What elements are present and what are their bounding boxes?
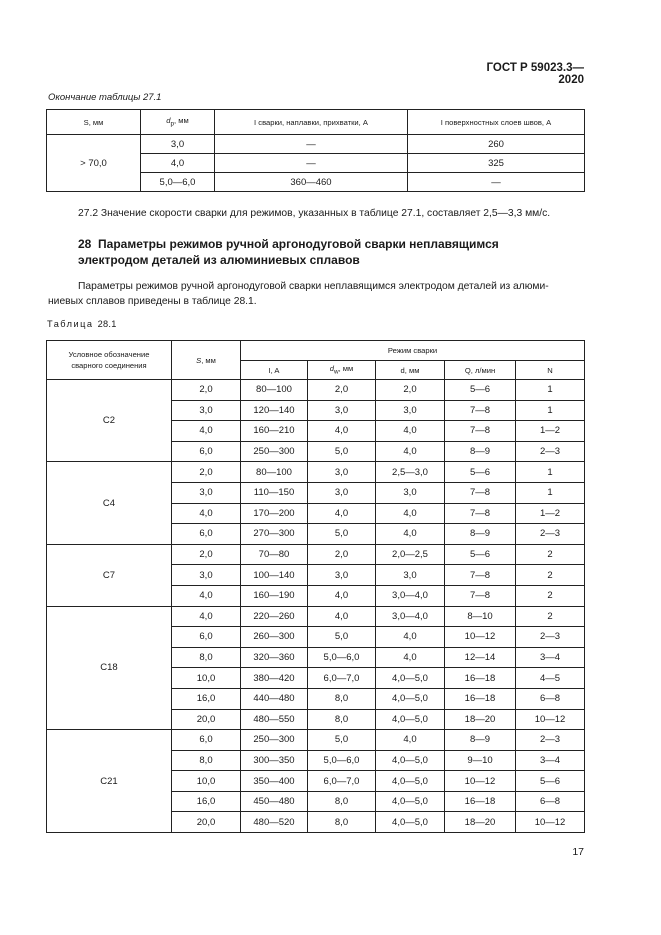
table-cell: 3,0	[376, 482, 445, 503]
intro-paragraph	[48, 279, 584, 309]
table-cell: 3,0	[308, 462, 376, 483]
table-cell: 3—4	[516, 750, 585, 771]
table-28-1-caption	[47, 319, 117, 329]
table-cell: 10,0	[172, 771, 241, 792]
table-cell: 440—480	[241, 688, 308, 709]
table-cell: 5—6	[445, 544, 516, 565]
table-cell: 4,0	[376, 441, 445, 462]
table-cell: 3,0	[172, 482, 241, 503]
table-cell: 4,0	[141, 154, 215, 173]
table-28-1	[46, 340, 585, 833]
table-cell: 5—6	[445, 462, 516, 483]
table-cell: 2	[516, 544, 585, 565]
table-cell: 100—140	[241, 565, 308, 586]
table-cell: 3—4	[516, 647, 585, 668]
table-cell: 4,0	[172, 421, 241, 442]
table-cell: 4,0—5,0	[376, 791, 445, 812]
table-cell: 2,0	[172, 380, 241, 401]
table-cell: 7—8	[445, 503, 516, 524]
table-cell: 8,0	[308, 791, 376, 812]
table-cell: 80—100	[241, 380, 308, 401]
col-header-joint: Условное обозначение сварного соединения	[47, 341, 172, 380]
document-code: ГОСТ Р 59023.3—2020	[486, 62, 584, 86]
table-row	[47, 380, 585, 401]
table-cell: 3,0	[172, 565, 241, 586]
table-cell: 5,0	[308, 627, 376, 648]
table-cell: 7—8	[445, 585, 516, 606]
table-cell: 160—210	[241, 421, 308, 442]
col-header-n: N	[516, 361, 585, 380]
table-cell: 4,0	[172, 606, 241, 627]
table-cell: 4,0	[376, 647, 445, 668]
table-cell: 6—8	[516, 688, 585, 709]
table-cell: 350—400	[241, 771, 308, 792]
section-number: 28	[78, 237, 92, 251]
col-header-dw: $d_w$, мм	[308, 361, 376, 380]
table-cell: 10—12	[445, 627, 516, 648]
table-cell: 3,0	[172, 400, 241, 421]
table-cell: 4,0—5,0	[376, 750, 445, 771]
table-cell: 8,0	[308, 812, 376, 833]
table-cell: 4,0—5,0	[376, 812, 445, 833]
table-cell: 1	[516, 462, 585, 483]
col-header-mode: Режим сварки	[241, 341, 585, 361]
table-cell: 250—300	[241, 730, 308, 751]
table-cell: 6,0—7,0	[308, 668, 376, 689]
joint-group-cell: С7	[47, 544, 172, 606]
table-cell: 1	[516, 400, 585, 421]
table-cell: 2—3	[516, 441, 585, 462]
table-cell: —	[408, 173, 585, 192]
table-cell: 1	[516, 482, 585, 503]
table-cell: 320—360	[241, 647, 308, 668]
table-cell: 10,0	[172, 668, 241, 689]
table-cell: 2,0	[376, 380, 445, 401]
table-cell: 260	[408, 135, 585, 154]
col-header-s: S, мм	[172, 341, 241, 380]
table-cell: 4,0	[308, 585, 376, 606]
table-cell: 18—20	[445, 812, 516, 833]
table-cell: 480—550	[241, 709, 308, 730]
table-cell: 2,0	[308, 380, 376, 401]
table-cell: 1	[516, 380, 585, 401]
table-cell: 4,0	[376, 524, 445, 545]
table-header-row	[47, 341, 585, 361]
table-header-row	[47, 110, 585, 135]
table-cell: 8,0	[308, 709, 376, 730]
table-cell: 16—18	[445, 668, 516, 689]
table-cell: 8,0	[308, 688, 376, 709]
table-caption-number: 28.1	[97, 319, 117, 329]
table-cell: 4,0—5,0	[376, 688, 445, 709]
section-title-line2: электродом деталей из алюминиевых сплавов	[78, 253, 360, 267]
joint-group-cell: С21	[47, 730, 172, 833]
table-cell: 360—460	[215, 173, 408, 192]
table-cell: 16,0	[172, 688, 241, 709]
table-cell: 3,0	[376, 565, 445, 586]
table-cell: 7—8	[445, 482, 516, 503]
table-cell: 16,0	[172, 791, 241, 812]
table-cell: 5,0	[308, 730, 376, 751]
table-cell: 8—9	[445, 730, 516, 751]
table-cell: 20,0	[172, 812, 241, 833]
table-cell: 325	[408, 154, 585, 173]
table-cell: —	[215, 154, 408, 173]
table-cell: 20,0	[172, 709, 241, 730]
table-cell: 5,0—6,0	[308, 750, 376, 771]
table-cell: 4,0	[308, 606, 376, 627]
section-heading	[78, 236, 578, 268]
joint-group-cell: С18	[47, 606, 172, 730]
table-cell: 2,5—3,0	[376, 462, 445, 483]
table-row	[47, 135, 585, 154]
page-number: 17	[572, 846, 584, 858]
table-cell: 80—100	[241, 462, 308, 483]
table-cell: 220—260	[241, 606, 308, 627]
table-cell: 5,0	[308, 524, 376, 545]
table-cell: 7—8	[445, 565, 516, 586]
table-cell: 10—12	[516, 709, 585, 730]
table-cell: 2—3	[516, 627, 585, 648]
table-cell: 5,0—6,0	[308, 647, 376, 668]
table-cell: 380—420	[241, 668, 308, 689]
table-cell: 4,0	[172, 503, 241, 524]
col-header-i-surface: I поверхностных слоев швов, А	[408, 110, 585, 135]
table-cell: 4,0	[376, 627, 445, 648]
table-cell: 160—190	[241, 585, 308, 606]
table-cell: 3,0—4,0	[376, 585, 445, 606]
table-cell: 4,0	[376, 421, 445, 442]
table-cell: 3,0	[376, 400, 445, 421]
table-cell: 10—12	[445, 771, 516, 792]
table-cell: 6,0	[172, 627, 241, 648]
table-cell: 4,0	[376, 730, 445, 751]
table-cell: 480—520	[241, 812, 308, 833]
table-cell: 4,0—5,0	[376, 668, 445, 689]
table-caption-word: Таблица	[47, 319, 94, 329]
table-cell: 8,0	[172, 750, 241, 771]
table-row	[47, 730, 585, 751]
table-cell: 4,0—5,0	[376, 709, 445, 730]
table-cell: 4,0	[308, 421, 376, 442]
col-header-d: d, мм	[376, 361, 445, 380]
table-cell: 260—300	[241, 627, 308, 648]
joint-group-cell: С2	[47, 380, 172, 462]
table-cell: 300—350	[241, 750, 308, 771]
table-cell: 3,0	[308, 482, 376, 503]
table-cell: 3,0	[141, 135, 215, 154]
table-cell: 3,0	[308, 400, 376, 421]
table-cell: 8—9	[445, 524, 516, 545]
table-cell: 18—20	[445, 709, 516, 730]
intro-line1: Параметры режимов ручной аргонодуговой сварки неплавящимся электродом деталей из алюми-	[78, 281, 549, 292]
table-cell: 2,0	[172, 544, 241, 565]
table-cell: 12—14	[445, 647, 516, 668]
table-cell: 5,0	[308, 441, 376, 462]
joint-group-cell: С4	[47, 462, 172, 544]
table-cell: 2—3	[516, 524, 585, 545]
col-header-i-weld: I сварки, наплавки, прихватки, А	[215, 110, 408, 135]
table-cell: 2	[516, 606, 585, 627]
table-cell: 2,0	[172, 462, 241, 483]
table-cell: 450—480	[241, 791, 308, 812]
table-cell: 250—300	[241, 441, 308, 462]
table-cell: 6,0—7,0	[308, 771, 376, 792]
table-cell: 6,0	[172, 441, 241, 462]
table-cell: 2	[516, 565, 585, 586]
table-cell: 9—10	[445, 750, 516, 771]
paragraph-27-2: 27.2 Значение скорости сварки для режимов, указанных в таблице 27.1, составляет 2,5—3,3 мм/с.	[78, 208, 551, 219]
table-cell: 10—12	[516, 812, 585, 833]
table-cell: 120—140	[241, 400, 308, 421]
table-cell: 2	[516, 585, 585, 606]
table-cell: 170—200	[241, 503, 308, 524]
table-cell: 5,0—6,0	[141, 173, 215, 192]
col-header-s: S, мм	[47, 110, 141, 135]
table-cell: 5—6	[445, 380, 516, 401]
table-cell: 4,0—5,0	[376, 771, 445, 792]
table-cell: 4,0	[172, 585, 241, 606]
table-cell: 6,0	[172, 730, 241, 751]
col-header-d: $d_р$, мм	[141, 110, 215, 135]
table-cell: 2,0—2,5	[376, 544, 445, 565]
table-cell: 8,0	[172, 647, 241, 668]
table-cell: 6,0	[172, 524, 241, 545]
table-cell: 16—18	[445, 791, 516, 812]
group-cell: > 70,0	[47, 135, 141, 192]
table-cell: 5—6	[516, 771, 585, 792]
table-27-1-continuation-caption: Окончание таблицы 27.1	[48, 92, 162, 103]
table-27-1	[46, 109, 585, 192]
table-cell: 2—3	[516, 730, 585, 751]
table-cell: —	[215, 135, 408, 154]
table-cell: 270—300	[241, 524, 308, 545]
table-cell: 70—80	[241, 544, 308, 565]
table-cell: 4—5	[516, 668, 585, 689]
intro-line2: ниевых сплавов приведены в таблице 28.1.	[48, 296, 257, 307]
section-title-line1: Параметры режимов ручной аргонодуговой сварки неплавящимся	[98, 237, 499, 251]
table-cell: 2,0	[308, 544, 376, 565]
table-cell: 8—10	[445, 606, 516, 627]
table-cell: 3,0	[308, 565, 376, 586]
table-row	[47, 544, 585, 565]
table-28-1-body	[47, 380, 585, 833]
col-header-q: Q, л/мин	[445, 361, 516, 380]
table-cell: 8—9	[445, 441, 516, 462]
table-cell: 3,0—4,0	[376, 606, 445, 627]
table-cell: 1—2	[516, 503, 585, 524]
table-cell: 7—8	[445, 421, 516, 442]
table-cell: 110—150	[241, 482, 308, 503]
table-row	[47, 606, 585, 627]
table-cell: 7—8	[445, 400, 516, 421]
table-cell: 6—8	[516, 791, 585, 812]
col-header-i: I, A	[241, 361, 308, 380]
table-cell: 16—18	[445, 688, 516, 709]
table-cell: 4,0	[308, 503, 376, 524]
table-row	[47, 462, 585, 483]
table-cell: 1—2	[516, 421, 585, 442]
table-cell: 4,0	[376, 503, 445, 524]
